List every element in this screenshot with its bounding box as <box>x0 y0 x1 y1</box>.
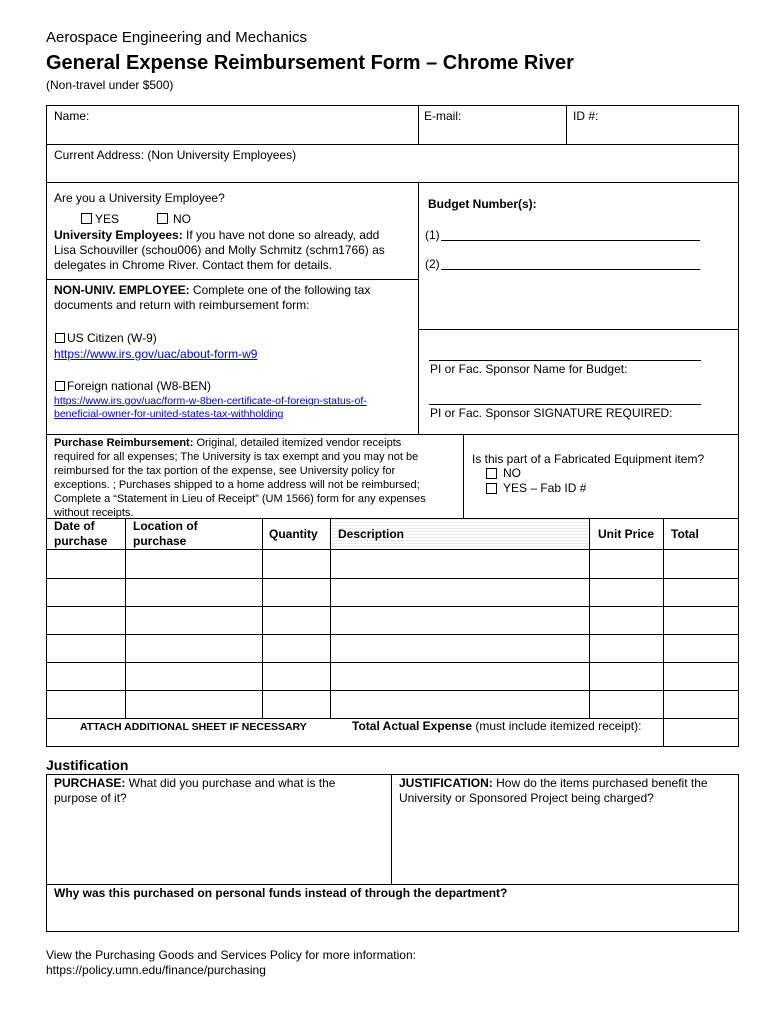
col-header-description: Description <box>338 527 405 541</box>
footer-policy-url[interactable]: https://policy.umn.edu/finance/purchasing <box>46 963 266 977</box>
foreign-national-checkbox[interactable] <box>55 381 65 391</box>
col-header-total: Total <box>671 527 699 541</box>
total-expense-field[interactable] <box>665 720 737 745</box>
purchase-policy-line2: required for all expenses; The University is tax exempt and you may not be <box>54 451 419 463</box>
sponsor-signature-field[interactable] <box>429 404 701 405</box>
personal-funds-field[interactable] <box>50 902 735 929</box>
col-header-location: Location of purchase <box>133 519 198 548</box>
sponsor-name-field[interactable] <box>429 360 701 361</box>
personal-funds-question: Why was this purchased on personal funds instead of through the department? <box>54 886 508 900</box>
name-field[interactable] <box>98 107 414 141</box>
email-field[interactable] <box>470 107 562 141</box>
w8ben-link-line2[interactable]: beneficial-owner-for-united-states-tax-withholding <box>54 408 284 420</box>
table-row[interactable] <box>47 635 739 662</box>
budget-heading: Budget Number(s): <box>428 197 537 211</box>
nonuniv-employee-text-line2: documents and return with reimbursement form: <box>54 298 310 312</box>
budget-line1-field[interactable] <box>441 240 700 241</box>
justification-heading: Justification <box>46 757 129 773</box>
employee-question: Are you a University Employee? <box>54 191 225 205</box>
employee-yes-label: YES <box>95 212 120 226</box>
col-header-unit-price: Unit Price <box>598 527 655 541</box>
form-title: General Expense Reimbursement Form – Chrome River <box>46 52 574 74</box>
table-row[interactable] <box>47 663 739 690</box>
table-row[interactable] <box>47 550 739 578</box>
foreign-national-label: Foreign national (W8-BEN) <box>67 379 212 393</box>
purchase-policy-line6: without receipts. <box>54 507 134 519</box>
us-citizen-label: US Citizen (W-9) <box>67 331 157 345</box>
univ-employee-text-line2: Lisa Schouviller (schou006) and Molly Schmitz (schm1766) as <box>54 243 385 257</box>
email-field-label: E-mail: <box>424 109 462 123</box>
purchase-policy-line4: exceptions. ; Purchases shipped to a home address will not be reimbursed; <box>54 479 420 491</box>
attach-sheet-note: ATTACH ADDITIONAL SHEET IF NECESSARY <box>80 721 307 733</box>
univ-employee-text-line3: delegates in Chrome River. Contact them for details. <box>54 258 333 272</box>
fab-no-label: NO <box>503 466 521 480</box>
univ-employee-text: University Employees: If you have not done so already, add <box>54 228 380 242</box>
justification-label: JUSTIFICATION: How do the items purchased benefit the <box>399 776 708 790</box>
budget-line1-label: (1) <box>425 228 440 242</box>
justification-label-line2: University or Sponsored Project being charged? <box>399 791 654 805</box>
employee-yes-checkbox[interactable] <box>81 213 92 224</box>
purchase-description-label: PURCHASE: What did you purchase and what is the <box>54 776 336 790</box>
name-field-label: Name: <box>54 109 90 123</box>
col-header-date: Date of purchase <box>54 519 108 548</box>
employee-no-label: NO <box>173 212 191 226</box>
col-header-quantity: Quantity <box>269 527 318 541</box>
purchase-policy-line5: Complete a “Statement in Lieu of Receipt” (UM 1566) form for any expenses <box>54 493 426 505</box>
id-field-label: ID #: <box>573 109 599 123</box>
fab-no-checkbox[interactable] <box>486 468 497 479</box>
id-field[interactable] <box>604 107 736 141</box>
w9-link[interactable]: https://www.irs.gov/uac/about-form-w9 <box>54 347 258 361</box>
address-field[interactable] <box>54 164 734 180</box>
sponsor-name-label: PI or Fac. Sponsor Name for Budget: <box>430 362 628 376</box>
justification-field[interactable] <box>395 808 735 881</box>
total-expense-label: Total Actual Expense (must include itemized receipt): <box>352 719 642 733</box>
sponsor-signature-label: PI or Fac. Sponsor SIGNATURE REQUIRED: <box>430 406 673 420</box>
w8ben-link-line1[interactable]: https://www.irs.gov/uac/form-w-8ben-certificate-of-foreign-status-of- <box>54 395 367 407</box>
table-row[interactable] <box>47 691 739 718</box>
purchase-description-field[interactable] <box>50 808 388 881</box>
fab-yes-checkbox[interactable] <box>486 483 497 494</box>
purchase-policy-line3: reimbursed for the tax portion of the expense, see University policy for <box>54 465 396 477</box>
fab-yes-label: YES – Fab ID # <box>503 481 587 495</box>
us-citizen-checkbox[interactable] <box>55 333 65 343</box>
purchase-description-label-line2: purpose of it? <box>54 791 127 805</box>
employee-no-checkbox[interactable] <box>157 213 168 224</box>
fabricated-question: Is this part of a Fabricated Equipment item? <box>472 452 705 466</box>
table-row[interactable] <box>47 607 739 634</box>
footer-policy-text: View the Purchasing Goods and Services Policy for more information: <box>46 948 416 962</box>
budget-line2-label: (2) <box>425 257 440 271</box>
budget-line2-field[interactable] <box>441 269 700 270</box>
table-row[interactable] <box>47 579 739 606</box>
address-field-label: Current Address: (Non University Employees) <box>54 148 297 162</box>
form-subtitle: (Non-travel under $500) <box>46 78 174 92</box>
department-name: Aerospace Engineering and Mechanics <box>46 29 307 46</box>
purchase-policy-text: Purchase Reimbursement: Original, detailed itemized vendor receipts <box>54 437 402 449</box>
nonuniv-employee-text: NON-UNIV. EMPLOYEE: Complete one of the following tax <box>54 283 371 297</box>
